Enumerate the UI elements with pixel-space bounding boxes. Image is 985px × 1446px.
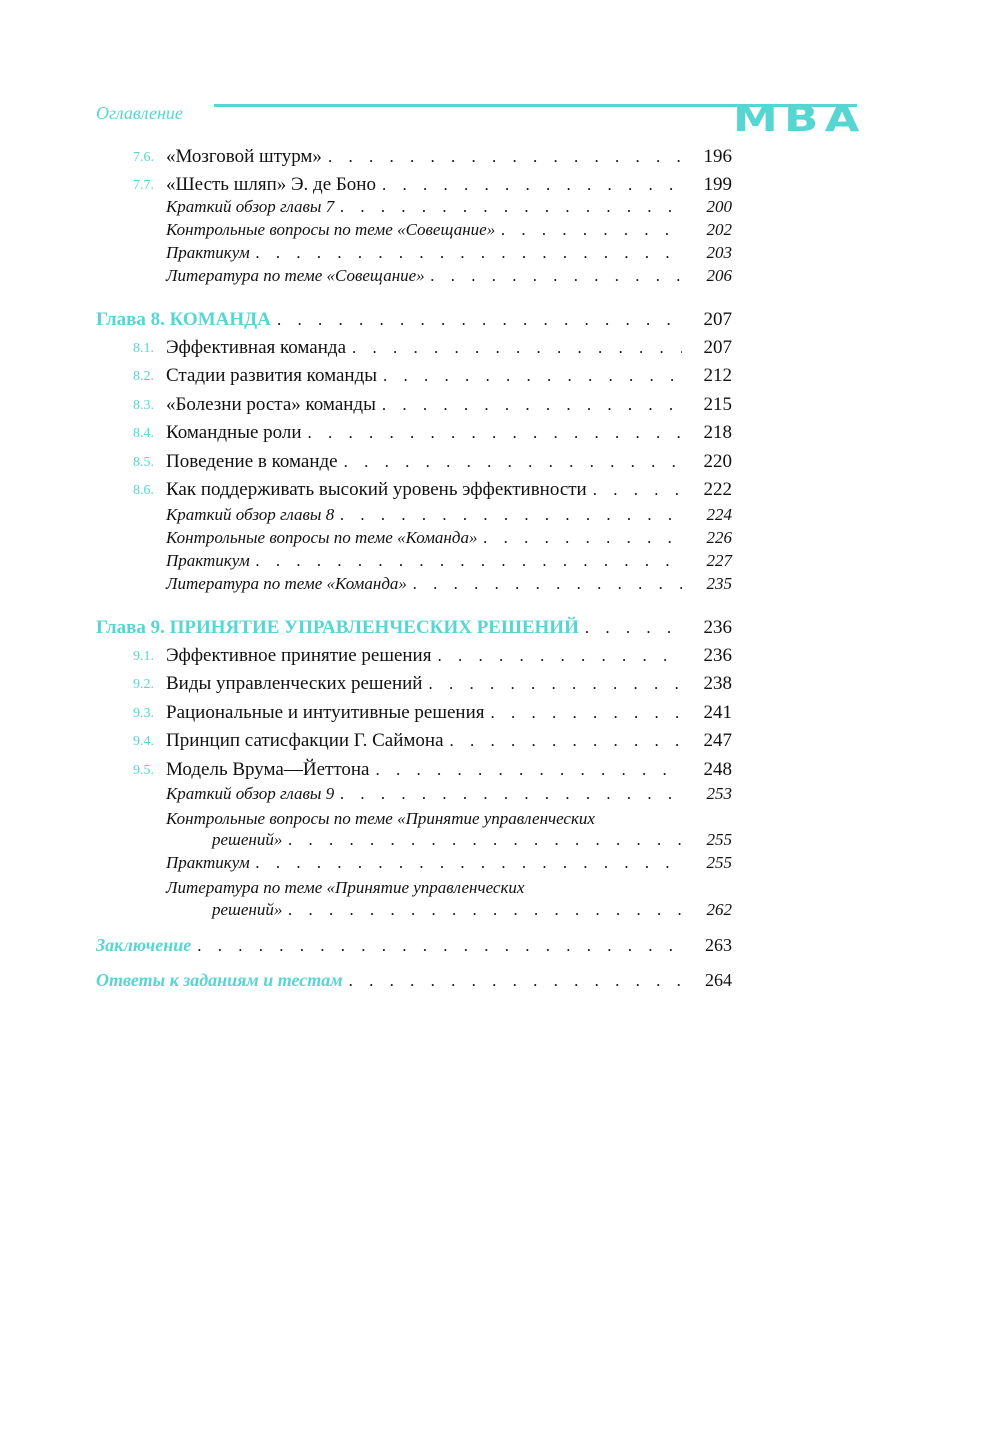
entry-title: Как поддерживать высокий уровень эффективности	[166, 479, 587, 500]
leader-dots	[197, 936, 682, 956]
leader-dots	[428, 674, 682, 694]
leader-dots	[340, 197, 682, 217]
leader-dots	[352, 338, 682, 358]
chapter-title: Глава 8. КОМАНДА	[96, 309, 271, 330]
leader-dots	[344, 452, 682, 472]
page-number: 196	[703, 146, 732, 167]
leader-dots	[593, 480, 682, 500]
entry-title: Практикум	[166, 243, 250, 262]
mba-logo: MBA	[733, 99, 866, 140]
page-number: 222	[703, 479, 732, 500]
page-number: 207	[703, 309, 732, 330]
leader-dots	[375, 760, 682, 780]
page-number: 264	[705, 970, 732, 990]
section-number: 7.7.	[133, 178, 154, 193]
leader-dots	[450, 731, 682, 751]
entry-title: Эффективное принятие решения	[166, 645, 432, 666]
leader-dots	[383, 366, 682, 386]
page-number: 220	[703, 451, 732, 472]
entry-title: Модель Врума—Йеттона	[166, 759, 370, 780]
page-number: 203	[706, 243, 732, 262]
leader-dots	[328, 147, 682, 167]
page-number: 206	[706, 266, 732, 285]
page-number: 200	[706, 197, 732, 216]
leader-dots	[382, 395, 682, 415]
entry-title: Литература по теме «Команда»	[166, 574, 407, 593]
page-number: 253	[706, 784, 732, 803]
leader-dots	[256, 853, 682, 873]
section-number: 9.2.	[133, 677, 154, 692]
entry-title: «Мозговой штурм»	[166, 146, 322, 167]
entry-title: Принцип сатисфакции Г. Саймона	[166, 730, 444, 751]
section-number: 8.4.	[133, 426, 154, 441]
page-number: 224	[706, 505, 732, 524]
header-title: Оглавление	[96, 103, 183, 123]
leader-dots	[288, 900, 682, 920]
leader-dots	[308, 423, 682, 443]
entry-title: Практикум	[166, 853, 250, 872]
leader-dots	[431, 266, 682, 286]
entry-title: Виды управленческих решений	[166, 673, 423, 694]
leader-dots	[483, 528, 682, 548]
leader-dots	[288, 830, 682, 850]
page-number: 263	[705, 935, 732, 955]
entry-title: Контрольные вопросы по теме «Команда»	[166, 528, 478, 547]
entry-title: Литература по теме «Совещание»	[166, 266, 425, 285]
page-number: 247	[703, 730, 732, 751]
page-number: 227	[706, 551, 732, 570]
leader-dots	[277, 310, 682, 330]
entry-title-continuation: решений»	[212, 900, 283, 919]
page-number: 255	[706, 830, 732, 849]
section-number: 8.3.	[133, 398, 154, 413]
leader-dots	[501, 220, 682, 240]
page-number: 207	[703, 337, 732, 358]
section-number: 9.1.	[133, 649, 154, 664]
section-number: 9.4.	[133, 734, 154, 749]
section-number: 7.6.	[133, 150, 154, 165]
page-number: 248	[703, 759, 732, 780]
page-number: 215	[703, 394, 732, 415]
leader-dots	[490, 703, 682, 723]
section-number: 9.3.	[133, 706, 154, 721]
entry-title: Практикум	[166, 551, 250, 570]
entry-title: «Болезни роста» команды	[166, 394, 376, 415]
entry-title: Заключение	[96, 935, 192, 955]
page-number: 236	[703, 617, 732, 638]
page-number: 199	[703, 174, 732, 195]
leader-dots	[256, 551, 682, 571]
page-number: 226	[706, 528, 732, 547]
leader-dots	[349, 971, 682, 991]
entry-title: Эффективная команда	[166, 337, 346, 358]
page-number: 202	[706, 220, 732, 239]
page-number: 255	[706, 853, 732, 872]
page-number: 241	[703, 702, 732, 723]
page-number: 235	[706, 574, 732, 593]
entry-title: Поведение в команде	[166, 451, 338, 472]
leader-dots	[340, 505, 682, 525]
entry-title: Контрольные вопросы по теме «Совещание»	[166, 220, 496, 239]
leader-dots	[585, 618, 682, 638]
section-number: 8.2.	[133, 369, 154, 384]
entry-title: Контрольные вопросы по теме «Принятие управленческих	[166, 809, 595, 828]
leader-dots	[340, 784, 682, 804]
leader-dots	[256, 243, 682, 263]
page-number: 218	[703, 422, 732, 443]
section-number: 8.5.	[133, 455, 154, 470]
page-number: 212	[703, 365, 732, 386]
entry-title: Краткий обзор главы 7	[166, 197, 335, 216]
entry-title: Ответы к заданиям и тестам	[96, 970, 343, 990]
entry-title: «Шесть шляп» Э. де Боно	[166, 174, 376, 195]
entry-title: Краткий обзор главы 9	[166, 784, 335, 803]
entry-title: Литература по теме «Принятие управленческих	[166, 878, 525, 897]
page-number: 236	[703, 645, 732, 666]
entry-title: Стадии развития команды	[166, 365, 378, 386]
entry-title-continuation: решений»	[212, 830, 283, 849]
chapter-title: Глава 9. ПРИНЯТИЕ УПРАВЛЕНЧЕСКИХ РЕШЕНИЙ	[96, 617, 579, 638]
section-number: 8.1.	[133, 341, 154, 356]
entry-title: Командные роли	[166, 422, 302, 443]
entry-title: Краткий обзор главы 8	[166, 505, 335, 524]
leader-dots	[437, 646, 682, 666]
page-number: 238	[703, 673, 732, 694]
section-number: 9.5.	[133, 763, 154, 778]
section-number: 8.6.	[133, 483, 154, 498]
page-number: 262	[706, 900, 732, 919]
leader-dots	[382, 175, 682, 195]
entry-title: Рациональные и интуитивные решения	[166, 702, 485, 723]
leader-dots	[413, 574, 682, 594]
